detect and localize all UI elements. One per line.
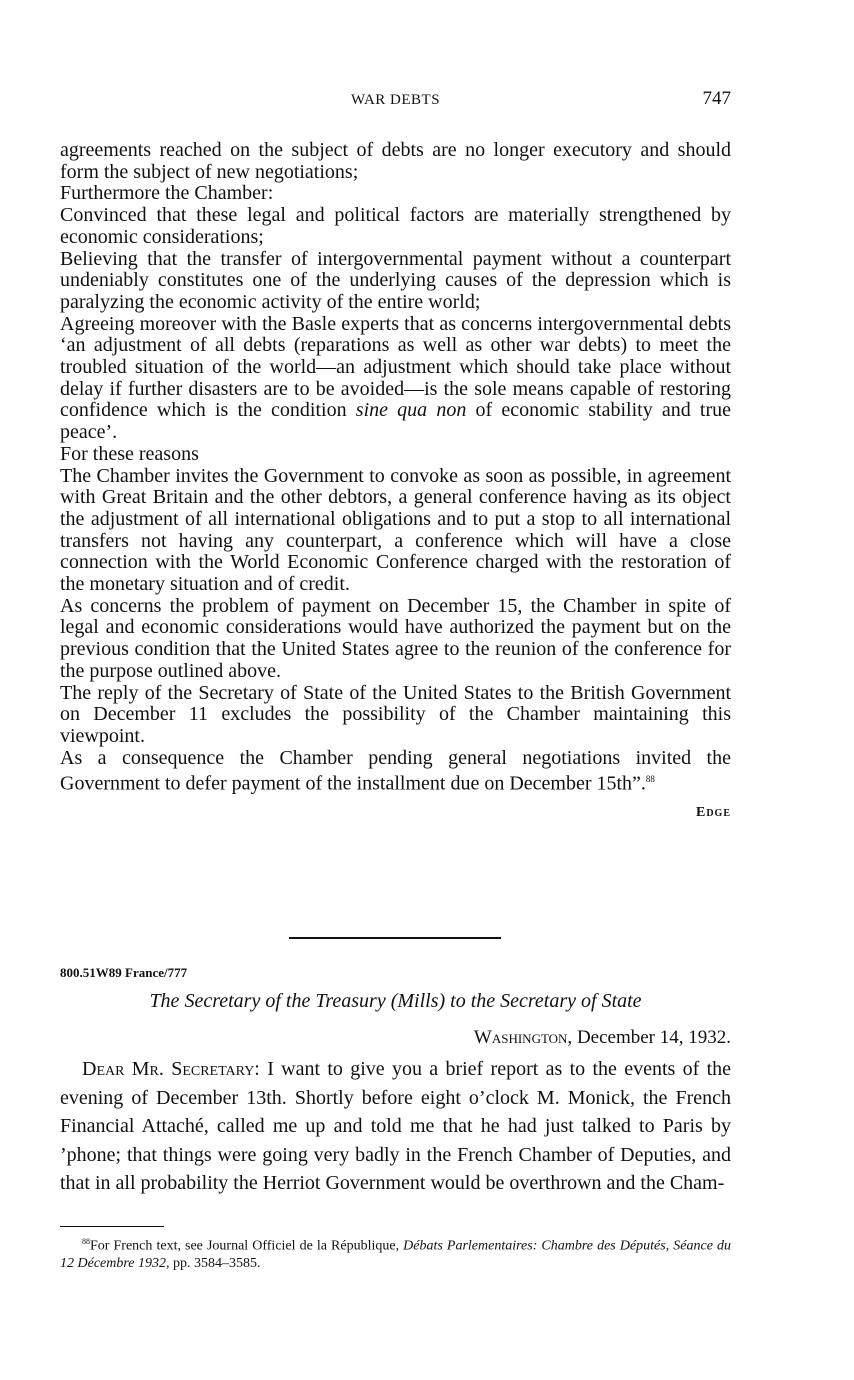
paragraph: For these reasons	[60, 442, 199, 465]
running-header	[60, 88, 731, 116]
text-span: I want to give you a brief report as to the events of the evening of December 13th. Shortly before eight o’clock M. Monick, the French Financial Attaché, called me up and told me that he had just talked to Paris by ’phone; that things were going very badly in the French Chamber of Deputies, and that in all probability the Herriot Government would be overthrown and the Cham-	[60, 1058, 731, 1194]
letter-body	[60, 1055, 731, 1198]
paragraph: The reply of the Secretary of State of the United States to the British Government on December 11 excludes the possibility of the Chamber maintaining this viewpoint.	[60, 681, 731, 747]
signature: Edge	[695, 804, 731, 820]
text-span: of economic stability and true peace’.	[60, 399, 732, 444]
paragraph: The Chamber invites the Government to convoke as soon as possible, in agreement with Great Britain and the other debtors, a general conference having as its object the adjustment of all international obligations and to put a stop to all international transfers not having any counterpart, a conference which will have a close connection with the World Economic Conference charged with the restoration of the monetary situation and of credit.	[60, 464, 731, 596]
running-header-title: WAR DEBTS	[350, 92, 441, 108]
document-title: The Secretary of the Treasury (Mills) to the Secretary of State	[149, 990, 642, 1012]
paragraph: agreements reached on the subject of debts are no longer executory and should form the subject of new negotiations;	[60, 139, 731, 183]
text-span: For French text, see Journal Officiel de la République,	[90, 1238, 404, 1254]
dateline	[474, 1027, 731, 1049]
footnote-citation: Débats Parlementaires: Chambre des Députés, Séance du 12 Décembre 1932,	[60, 1238, 731, 1272]
quoted-resolution	[60, 140, 731, 823]
paragraph-last	[60, 748, 731, 796]
footnote	[60, 1233, 731, 1273]
salutation: Dear Mr. Secretary:	[82, 1058, 260, 1080]
page-number: 747	[702, 88, 731, 109]
footnote-rule	[60, 1226, 164, 1227]
text-span: pp. 3584–3585.	[169, 1256, 261, 1272]
footnote-ref[interactable]: 88	[645, 774, 655, 785]
paragraph: Furthermore the Chamber:	[60, 182, 274, 205]
section-divider	[289, 937, 501, 939]
latin-phrase: sine qua non	[355, 399, 467, 422]
paragraph: As concerns the problem of payment on December 15, the Chamber in spite of legal and economic considerations would have authorized the payment but on the previous condition that the United States agree to the reunion of the conference for the purpose outlined above.	[60, 594, 731, 682]
paragraph-agreeing	[60, 314, 731, 444]
dateline-date: December 14, 1932.	[572, 1027, 731, 1048]
paragraph: Believing that the transfer of intergovernmental payment without a counterpart undeniably constitutes one of the underlying causes of the depression which is paralyzing the economic activity of the entire world;	[60, 247, 731, 313]
text-span: As a consequence the Chamber pending general negotiations invited the Government to defer payment of the installment due on December 15th”.	[60, 746, 731, 796]
paragraph: Convinced that these legal and political factors are materially strengthened by economic considerations;	[60, 204, 731, 248]
file-number: 800.51W89 France/777	[60, 965, 188, 980]
footnote-mark: 88	[82, 1237, 90, 1246]
text-span: Agreeing moreover with the Basle experts that as concerns intergovernmental debts ‘an adjustment of all debts (reparations as well as other war debts) to meet the troubled situation of the world—an adjustment which should take place without delay if further disasters are to be avoided—is the sole means capable of restoring confidence which is the condition	[60, 312, 731, 422]
dateline-city: Washington,	[473, 1027, 573, 1048]
paragraph	[60, 1055, 731, 1198]
